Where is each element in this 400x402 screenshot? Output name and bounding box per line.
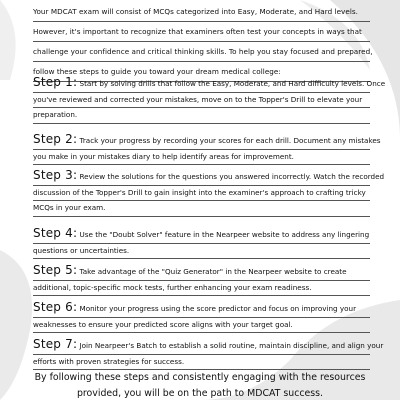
- step-5: [33, 263, 370, 296]
- step-text: Use the "Doubt Solver" feature in the Nearpeer website to address any lingering: [77, 230, 370, 239]
- step-line: additional, topic-specific mock tests, further enhancing your exam readiness.: [33, 281, 370, 297]
- step-label: Step 7:: [33, 337, 78, 351]
- step-line: [33, 75, 386, 93]
- step-label: Step 1:: [33, 75, 78, 89]
- step-text: Join Nearpeer's Batch to establish a solid routine, maintain discipline, and align your: [77, 341, 384, 350]
- step-line: discussion of the Topper's Drill to gain insight into the examiner's approach to crafting tricky: [33, 186, 370, 202]
- closing-paragraph: [30, 370, 370, 402]
- step-1: [33, 75, 386, 124]
- step-line: you've reviewed and corrected your mistakes, move on to the Topper's Drill to elevate your: [33, 93, 370, 109]
- intro-line: However, it's important to recognize that examiners often test your concepts in ways that: [33, 22, 370, 42]
- step-label: Step 6:: [33, 300, 78, 314]
- step-4: [33, 226, 370, 259]
- step-text: Track your progress by recording your scores for each drill. Document any mistakes: [77, 136, 381, 145]
- intro-line: Your MDCAT exam will consist of MCQs categorized into Easy, Moderate, and Hard levels.: [33, 2, 370, 22]
- step-line: weaknesses to ensure your predicted score aligns with your target goal.: [33, 318, 370, 334]
- step-line: efforts with proven strategies for success.: [33, 355, 370, 371]
- step-6: [33, 300, 370, 333]
- step-line: questions or uncertainties.: [33, 244, 370, 260]
- step-text: Monitor your progress using the score predictor and focus on improving your: [77, 304, 357, 313]
- step-line: [33, 226, 370, 244]
- intro-line: follow these steps to guide you toward your dream medical college:: [33, 62, 370, 82]
- step-line: [33, 263, 370, 281]
- step-label: Step 3:: [33, 168, 78, 182]
- step-3: [33, 168, 385, 217]
- step-line: preparation.: [33, 108, 370, 124]
- intro-line: challenge your confidence and critical thinking skills. To help you stay focused and prepared,: [33, 42, 370, 62]
- closing-line: provided, you will be on the path to MDCAT success.: [76, 388, 324, 399]
- step-2: [33, 132, 381, 165]
- step-line: you make in your mistakes diary to help identify areas for improvement.: [33, 150, 370, 166]
- step-line: [33, 300, 370, 318]
- step-line: MCQs in your exam.: [33, 201, 370, 217]
- step-line: [33, 168, 385, 186]
- step-7: [33, 337, 384, 370]
- step-text: Review the solutions for the questions you answered incorrectly. Watch the recorded: [77, 172, 385, 181]
- step-line: [33, 132, 381, 150]
- step-label: Step 2:: [33, 132, 78, 146]
- step-text: Take advantage of the "Quiz Generator" in the Nearpeer website to create: [77, 267, 347, 276]
- closing-line: By following these steps and consistently engaging with the resources: [34, 372, 366, 383]
- step-label: Step 5:: [33, 263, 78, 277]
- intro-paragraph: [33, 2, 373, 82]
- step-label: Step 4:: [33, 226, 78, 240]
- step-text: Start by solving drills that follow the Easy, Moderate, and Hard difficulty levels. Once: [77, 79, 386, 88]
- step-line: [33, 337, 384, 355]
